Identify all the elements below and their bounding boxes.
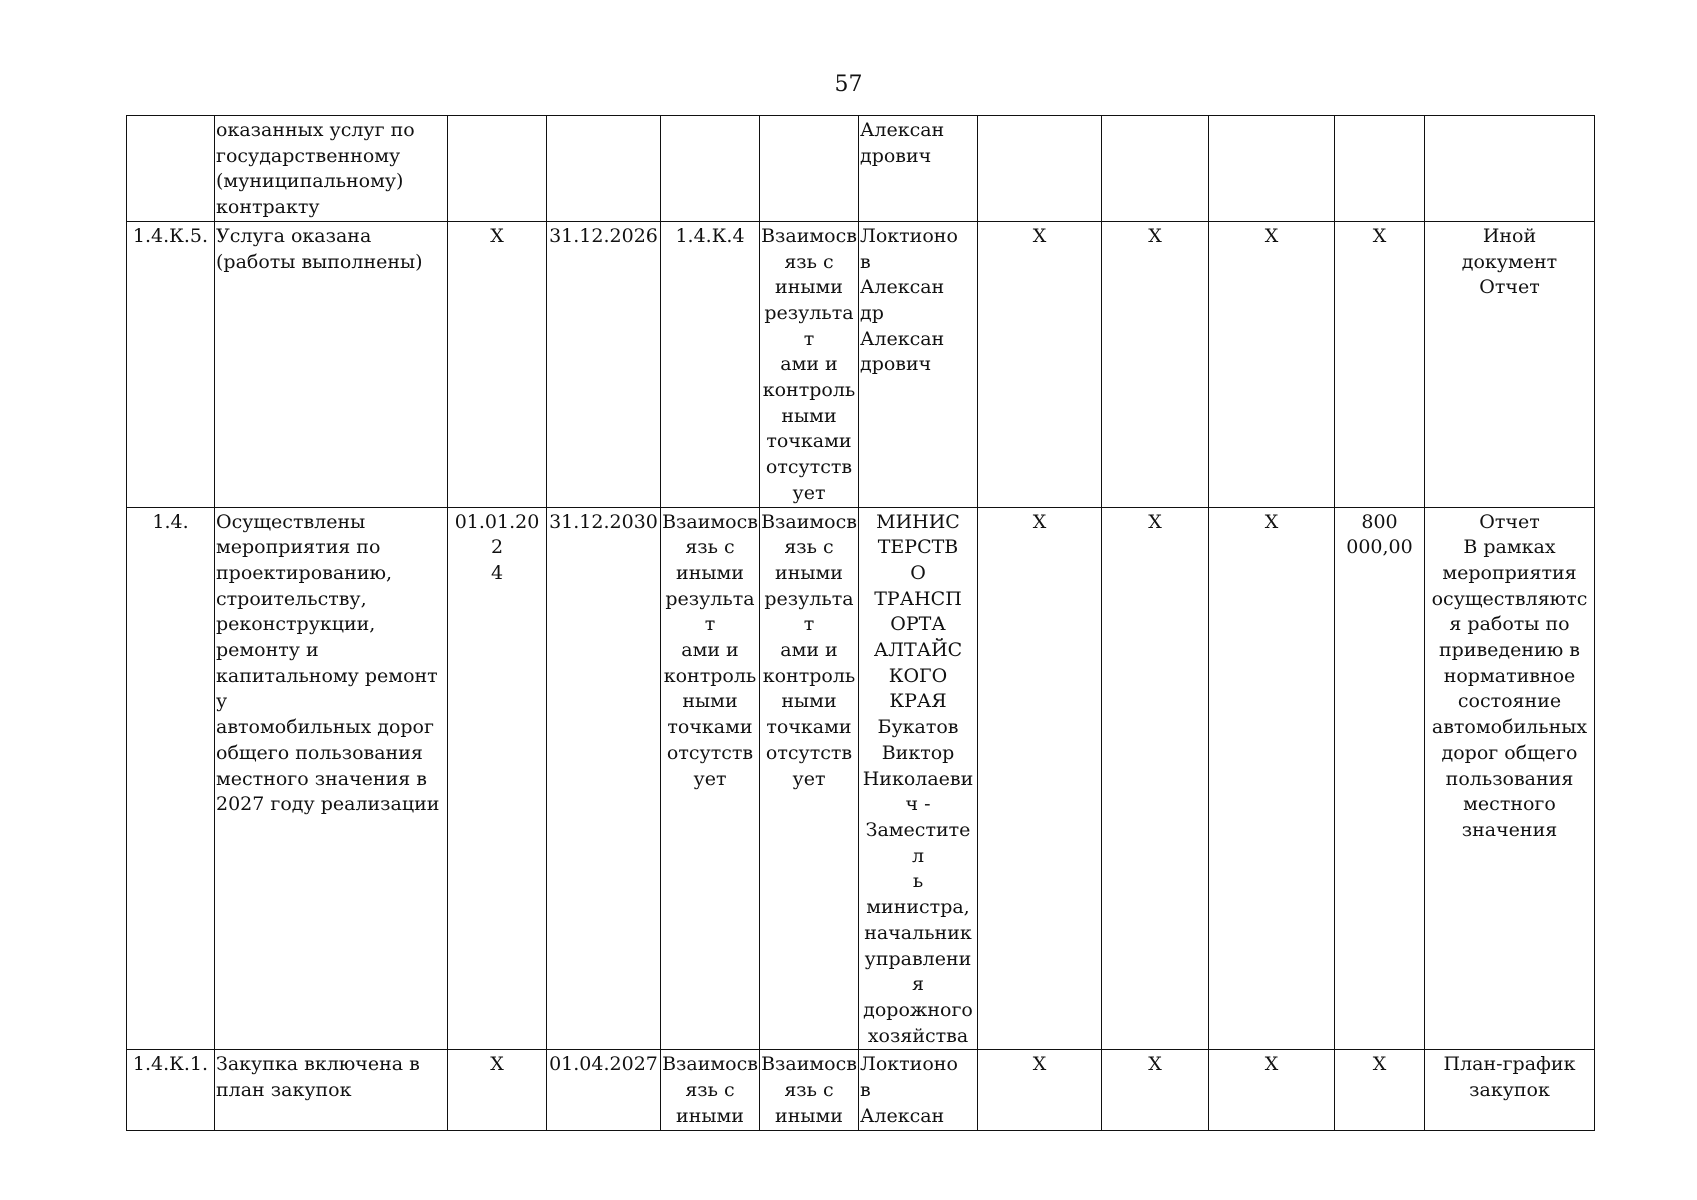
cell-responsible: МИНИС ТЕРСТВ О ТРАНСП ОРТА АЛТАЙС КОГО КРАЯ Букатов Виктор Николаеви ч - Заместител ь министра, начальник управлени я дорожного хозяйства — [859, 507, 978, 1050]
table-row — [127, 507, 1595, 1050]
cell-value-1: X — [978, 1050, 1102, 1131]
cell-value-2 — [1102, 116, 1209, 222]
cell-link: Взаимосв язь с иными результат ами и контроль ными точками отсутств ует — [760, 507, 859, 1050]
cell-value-1: X — [978, 507, 1102, 1050]
cell-value-4 — [1335, 116, 1425, 222]
cell-predecessor: Взаимосв язь с иными — [661, 1050, 760, 1131]
cell-predecessor — [661, 116, 760, 222]
cell-name: Услуга оказана (работы выполнены) — [215, 221, 448, 507]
cell-note — [1425, 116, 1595, 222]
cell-start-date — [448, 116, 547, 222]
cell-responsible: Алексан дрович — [859, 116, 978, 222]
cell-number: 1.4.К.1. — [127, 1050, 215, 1131]
cell-number — [127, 116, 215, 222]
cell-value-4: 800 000,00 — [1335, 507, 1425, 1050]
cell-value-1 — [978, 116, 1102, 222]
cell-number: 1.4. — [127, 507, 215, 1050]
cell-note: Отчет В рамках мероприятия осуществляютс я работы по приведению в нормативное состояние автомобильных дорог общего пользования местного значения — [1425, 507, 1595, 1050]
cell-name: Осуществлены мероприятия по проектированию, строительству, реконструкции, ремонту и капитальному ремонту автомобильных дорог общего пользования местного значения в 2027 году реализации — [215, 507, 448, 1050]
cell-end-date: 31.12.2030 — [547, 507, 661, 1050]
cell-start-date: X — [448, 221, 547, 507]
cell-end-date — [547, 116, 661, 222]
cell-link — [760, 116, 859, 222]
cell-start-date: X — [448, 1050, 547, 1131]
cell-value-2: X — [1102, 507, 1209, 1050]
cell-predecessor: Взаимосв язь с иными результат ами и контроль ными точками отсутств ует — [661, 507, 760, 1050]
cell-note: Иной документ Отчет — [1425, 221, 1595, 507]
cell-responsible: Локтионо в Алексан — [859, 1050, 978, 1131]
cell-value-3: X — [1209, 1050, 1335, 1131]
cell-name: оказанных услуг по государственному (муниципальному) контракту — [215, 116, 448, 222]
cell-responsible: Локтионо в Алексан др Алексан дрович — [859, 221, 978, 507]
cell-value-4: X — [1335, 1050, 1425, 1131]
cell-end-date: 31.12.2026 — [547, 221, 661, 507]
table-row — [127, 1050, 1595, 1131]
page-number: 57 — [834, 72, 863, 97]
cell-value-4: X — [1335, 221, 1425, 507]
cell-predecessor: 1.4.К.4 — [661, 221, 760, 507]
table-row — [127, 116, 1595, 222]
table-row — [127, 221, 1595, 507]
cell-value-3 — [1209, 116, 1335, 222]
cell-end-date: 01.04.2027 — [547, 1050, 661, 1131]
cell-value-2: X — [1102, 1050, 1209, 1131]
cell-link: Взаимосв язь с иными — [760, 1050, 859, 1131]
cell-link: Взаимосв язь с иными результат ами и контроль ными точками отсутств ует — [760, 221, 859, 507]
cell-number: 1.4.К.5. — [127, 221, 215, 507]
plan-table — [126, 115, 1595, 1131]
cell-start-date: 01.01.202 4 — [448, 507, 547, 1050]
cell-value-2: X — [1102, 221, 1209, 507]
cell-value-3: X — [1209, 221, 1335, 507]
cell-note: План-график закупок — [1425, 1050, 1595, 1131]
cell-value-3: X — [1209, 507, 1335, 1050]
cell-value-1: X — [978, 221, 1102, 507]
cell-name: Закупка включена в план закупок — [215, 1050, 448, 1131]
